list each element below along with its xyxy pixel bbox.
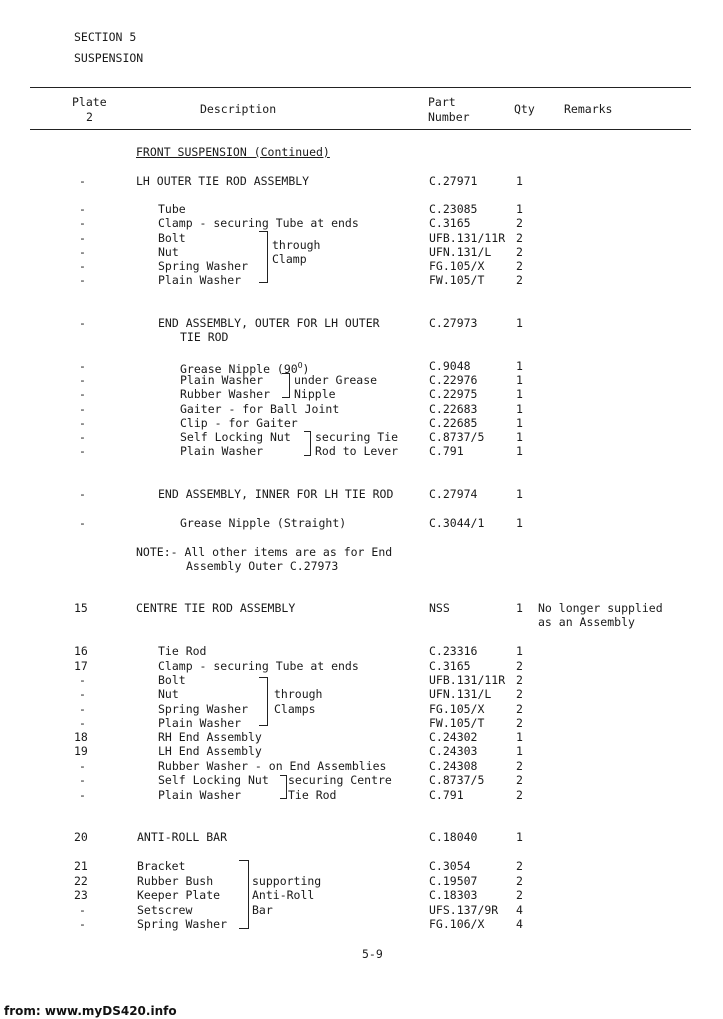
part-description: LH End Assembly xyxy=(158,744,262,758)
part-number: UFS.137/9R xyxy=(429,903,499,917)
description-tail: ) xyxy=(302,361,310,376)
part-number: C.791 xyxy=(429,444,464,458)
plate-ref: - xyxy=(79,216,86,230)
plate-ref: - xyxy=(79,245,86,259)
part-number: C.3054 xyxy=(429,859,471,873)
col-plate-number: 2 xyxy=(86,110,93,124)
quantity: 1 xyxy=(516,430,523,444)
part-number: C.18040 xyxy=(429,830,478,844)
note-line-2: Assembly Outer C.27973 xyxy=(186,559,339,573)
part-number: C.22683 xyxy=(429,402,478,416)
quantity: 2 xyxy=(516,245,523,259)
quantity: 1 xyxy=(516,830,523,844)
quantity: 1 xyxy=(516,316,523,330)
quantity: 1 xyxy=(516,601,523,615)
bracket-text: under Grease xyxy=(294,373,378,387)
footer-source: from: www.myDS420.info xyxy=(4,1004,177,1018)
part-number: C.8737/5 xyxy=(429,430,485,444)
plate-ref: - xyxy=(79,387,86,401)
part-description-cont: TIE ROD xyxy=(180,330,229,344)
part-description: Spring Washer xyxy=(158,702,249,716)
quantity: 1 xyxy=(516,487,523,501)
part-description: Plain Washer xyxy=(180,373,264,387)
part-number: C.3165 xyxy=(429,659,471,673)
quantity: 2 xyxy=(516,773,523,787)
quantity: 1 xyxy=(516,416,523,430)
plate-ref: - xyxy=(79,903,86,917)
part-number: C.24302 xyxy=(429,730,478,744)
plate-ref: - xyxy=(79,917,86,931)
bracket-securing-tie xyxy=(304,431,311,456)
part-description: Plain Washer xyxy=(158,716,242,730)
quantity: 2 xyxy=(516,673,523,687)
plate-ref: - xyxy=(79,316,86,330)
quantity: 4 xyxy=(516,903,523,917)
plate-ref: 19 xyxy=(74,744,88,758)
plate-ref: 17 xyxy=(74,659,88,673)
bracket-text: through xyxy=(272,238,321,252)
part-description: Nut xyxy=(158,245,179,259)
quantity: 1 xyxy=(516,730,523,744)
bracket-securing-centre xyxy=(280,775,287,799)
part-number: C.24303 xyxy=(429,744,478,758)
part-description: FRONT SUSPENSION (Continued) xyxy=(136,145,330,159)
degree-superscript: O xyxy=(297,361,303,370)
part-description: Rubber Washer xyxy=(180,387,271,401)
plate-ref: - xyxy=(79,402,86,416)
col-qty-header: Qty xyxy=(514,102,535,116)
bracket-text: Clamp xyxy=(272,252,307,266)
part-description: RH End Assembly xyxy=(158,730,262,744)
col-description-header: Description xyxy=(200,102,277,116)
plate-ref: 15 xyxy=(74,601,88,615)
plate-ref: - xyxy=(79,516,86,530)
col-remarks-header: Remarks xyxy=(564,102,613,116)
part-description: CENTRE TIE ROD ASSEMBLY xyxy=(136,601,296,615)
plate-ref: 23 xyxy=(74,888,88,902)
part-number: FW.105/T xyxy=(429,273,485,287)
bracket-text: Nipple xyxy=(294,387,336,401)
bracket-text: Bar xyxy=(252,903,273,917)
part-description: Spring Washer xyxy=(158,259,249,273)
plate-ref: 16 xyxy=(74,644,88,658)
section-label: SECTION 5 xyxy=(74,30,137,44)
part-description: Clip - for Gaiter xyxy=(180,416,298,430)
part-description: Rubber Washer - on End Assemblies xyxy=(158,759,387,773)
part-description: LH OUTER TIE ROD ASSEMBLY xyxy=(136,174,310,188)
remark: No longer supplied xyxy=(538,601,663,615)
part-description: Spring Washer xyxy=(137,917,228,931)
part-number: UFN.131/L xyxy=(429,687,492,701)
quantity: 2 xyxy=(516,716,523,730)
plate-ref: - xyxy=(79,759,86,773)
bracket-text: Tie Rod xyxy=(288,788,337,802)
quantity: 2 xyxy=(516,216,523,230)
quantity: 2 xyxy=(516,888,523,902)
plate-ref: - xyxy=(79,174,86,188)
part-description: Plain Washer xyxy=(158,788,242,802)
page-number: 5-9 xyxy=(362,947,383,961)
part-number: C.3165 xyxy=(429,216,471,230)
part-number: C.8737/5 xyxy=(429,773,485,787)
plate-ref: 22 xyxy=(74,874,88,888)
part-description: Bolt xyxy=(158,673,186,687)
bracket-text: securing Centre xyxy=(288,773,392,787)
plate-ref: - xyxy=(79,702,86,716)
bracket-text: through xyxy=(274,687,323,701)
part-number: UFB.131/11R xyxy=(429,673,506,687)
quantity: 1 xyxy=(516,744,523,758)
part-number: FG.105/X xyxy=(429,702,485,716)
plate-ref: - xyxy=(79,444,86,458)
quantity: 2 xyxy=(516,659,523,673)
part-number: C.18303 xyxy=(429,888,478,902)
part-number: FG.105/X xyxy=(429,259,485,273)
part-number: FW.105/T xyxy=(429,716,485,730)
table-top-rule xyxy=(30,87,691,88)
quantity: 2 xyxy=(516,859,523,873)
plate-ref: - xyxy=(79,716,86,730)
part-description: Clamp - securing Tube at ends xyxy=(158,659,359,673)
quantity: 2 xyxy=(516,788,523,802)
plate-ref: - xyxy=(79,359,86,373)
part-number: C.27974 xyxy=(429,487,478,501)
part-number: UFB.131/11R xyxy=(429,231,506,245)
quantity: 1 xyxy=(516,202,523,216)
part-number: C.24308 xyxy=(429,759,478,773)
plate-ref: - xyxy=(79,788,86,802)
bracket-text: securing Tie xyxy=(315,430,399,444)
part-number: C.22976 xyxy=(429,373,478,387)
plate-ref: - xyxy=(79,259,86,273)
plate-ref: - xyxy=(79,673,86,687)
note-line-1: NOTE:- All other items are as for End xyxy=(136,545,393,559)
part-description: Tube xyxy=(158,202,186,216)
quantity: 1 xyxy=(516,359,523,373)
part-description: Grease Nipple $(90^O)$ xyxy=(180,361,310,376)
plate-ref: - xyxy=(79,416,86,430)
plate-ref: - xyxy=(79,273,86,287)
part-number: C.27973 xyxy=(429,316,478,330)
plate-ref: - xyxy=(79,373,86,387)
part-number: C.9048 xyxy=(429,359,471,373)
bracket-text: Clamps xyxy=(274,702,316,716)
quantity: 2 xyxy=(516,759,523,773)
part-description: Bolt xyxy=(158,231,186,245)
plate-ref: 20 xyxy=(74,830,88,844)
plate-ref: - xyxy=(79,773,86,787)
part-description: Grease Nipple (Straight) xyxy=(180,516,347,530)
part-description: Plain Washer xyxy=(158,273,242,287)
part-number: C.791 xyxy=(429,788,464,802)
part-number: NSS xyxy=(429,601,450,615)
quantity: 1 xyxy=(516,444,523,458)
quantity: 2 xyxy=(516,702,523,716)
part-number: C.22685 xyxy=(429,416,478,430)
plate-ref: - xyxy=(79,231,86,245)
section-title: SUSPENSION xyxy=(74,51,144,65)
quantity: 1 xyxy=(516,387,523,401)
part-description: Plain Washer xyxy=(180,444,264,458)
quantity: 2 xyxy=(516,874,523,888)
part-description: ANTI-ROLL BAR xyxy=(137,830,228,844)
part-description: Self Locking Nut xyxy=(158,773,269,787)
col-part-header: Part xyxy=(428,95,456,109)
col-part-number-header: Number xyxy=(428,110,470,124)
plate-ref: - xyxy=(79,487,86,501)
part-description: Clamp - securing Tube at ends xyxy=(158,216,359,230)
part-number: C.19507 xyxy=(429,874,478,888)
bracket-text: Rod to Lever xyxy=(315,444,399,458)
col-plate-header: Plate xyxy=(72,95,107,109)
remark: as an Assembly xyxy=(538,615,635,629)
part-description: END ASSEMBLY, OUTER FOR LH OUTER xyxy=(158,316,380,330)
quantity: 1 xyxy=(516,516,523,530)
quantity: 1 xyxy=(516,174,523,188)
part-description: Nut xyxy=(158,687,179,701)
part-description: Setscrew xyxy=(137,903,193,917)
part-description: Keeper Plate xyxy=(137,888,221,902)
part-description: Bracket xyxy=(137,859,186,873)
plate-ref: 18 xyxy=(74,730,88,744)
part-number: UFN.131/L xyxy=(429,245,492,259)
part-number: FG.106/X xyxy=(429,917,485,931)
plate-ref: - xyxy=(79,202,86,216)
quantity: 2 xyxy=(516,687,523,701)
quantity: 1 xyxy=(516,373,523,387)
quantity: 4 xyxy=(516,917,523,931)
quantity: 2 xyxy=(516,273,523,287)
part-number: C.3044/1 xyxy=(429,516,485,530)
part-description: Rubber Bush xyxy=(137,874,214,888)
part-number: C.22975 xyxy=(429,387,478,401)
plate-ref: - xyxy=(79,687,86,701)
bracket-text: Anti-Roll xyxy=(252,888,315,902)
plate-ref: 21 xyxy=(74,859,88,873)
bracket-text: supporting xyxy=(252,874,322,888)
plate-ref: - xyxy=(79,430,86,444)
quantity: 2 xyxy=(516,231,523,245)
quantity: 1 xyxy=(516,644,523,658)
part-number: C.23085 xyxy=(429,202,478,216)
bracket-supporting xyxy=(239,860,249,929)
part-description: Gaiter - for Ball Joint xyxy=(180,402,340,416)
part-number: C.23316 xyxy=(429,644,478,658)
part-description: END ASSEMBLY, INNER FOR LH TIE ROD xyxy=(158,487,394,501)
bracket-through-clamps xyxy=(259,677,268,726)
bracket-through-clamp xyxy=(259,231,268,283)
table-header-rule xyxy=(30,129,691,130)
part-number: C.27971 xyxy=(429,174,478,188)
part-description: Tie Rod xyxy=(158,644,207,658)
bracket-under-grease xyxy=(282,373,290,398)
quantity: 1 xyxy=(516,402,523,416)
part-description: Self Locking Nut xyxy=(180,430,291,444)
quantity: 2 xyxy=(516,259,523,273)
